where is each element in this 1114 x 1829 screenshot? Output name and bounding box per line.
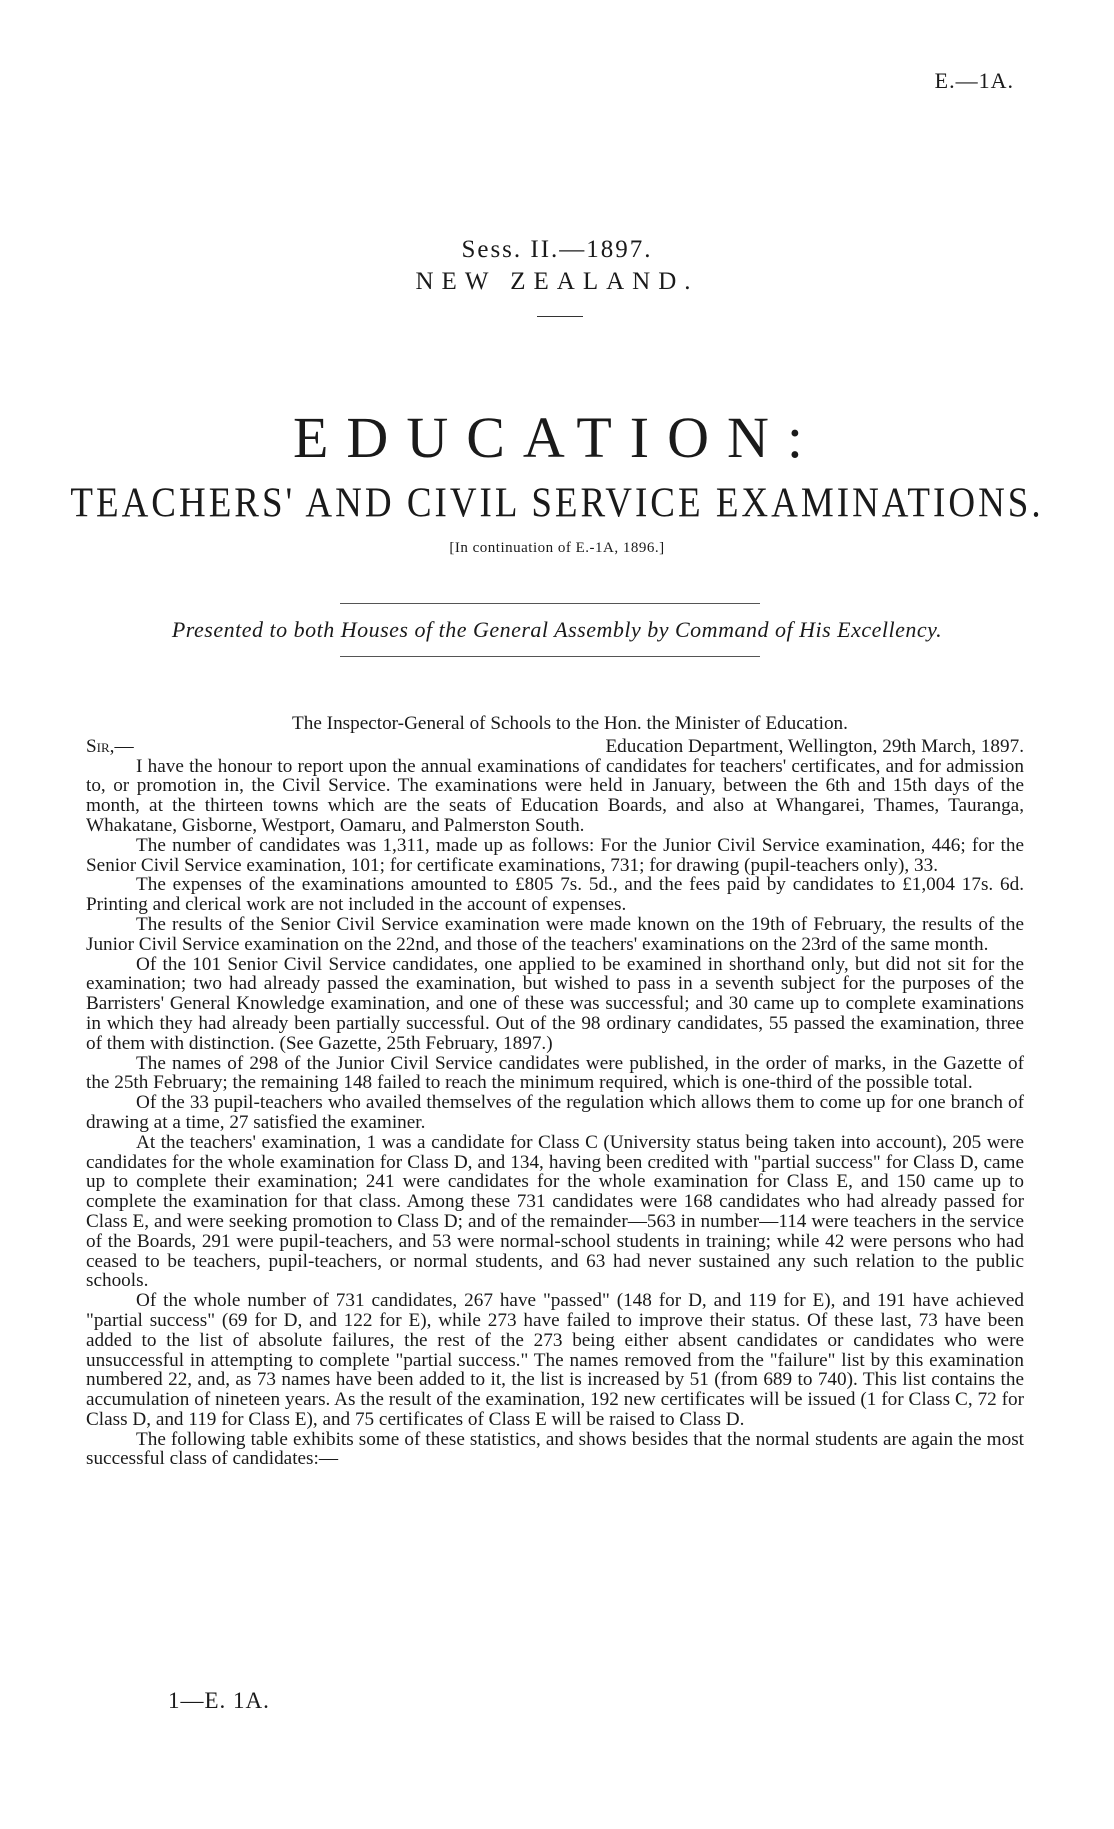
short-divider — [537, 316, 583, 317]
session-heading: Sess. II.—1897. — [461, 236, 653, 263]
letter-body — [86, 714, 1024, 1469]
document-reference: E.—1A. — [934, 68, 1014, 93]
country-heading: NEW ZEALAND. — [415, 268, 699, 295]
paragraph-table-intro: The following table exhibits some of these statistics, and shows besides that the normal students are again the most successful class of candidates:— — [86, 1428, 1024, 1470]
paragraph-candidate-numbers: The number of candidates was 1,311, made up as follows: For the Junior Civil Service examination, 446; for the Senior Civil Service examination, 101; for certificate examinations, 731; for drawing (pupil-teachers only), 33. — [86, 834, 1024, 876]
paragraph-intro: I have the honour to report upon the annual examinations of candidates for teachers' certificates, and for admission to, or promotion in, the Civil Service. The examinations were held in January, between the 6th and 15th days of the month, at the thirteen towns which are the seats of Education Boards, and also at Whangarei, Thames, Tauranga, Whakatane, Gisborne, Westport, Oamaru, and Palmerston South. — [86, 755, 1024, 836]
paragraph-expenses: The expenses of the examinations amounted to £805 7s. 5d., and the fees paid by candidates to £1,004 17s. 6d. Printing and clerical work are not included in the account of expenses. — [86, 874, 1024, 916]
paragraph-results-dates: The results of the Senior Civil Service examination were made known on the 19th of February, the results of the Junior Civil Service examination on the 22nd, and those of the teachers' examinations on the 23rd of the same month. — [86, 913, 1024, 955]
presented-line: Presented to both Houses of the General Assembly by Command of His Excellency. — [171, 617, 943, 642]
subtitle: TEACHERS' AND CIVIL SERVICE EXAMINATIONS. — [70, 479, 1044, 528]
address-line — [86, 737, 1024, 757]
upper-rule — [340, 603, 760, 604]
continuation-note: [In continuation of E.-1A, 1896.] — [449, 540, 665, 556]
sender-address: Education Department, Wellington, 29th March, 1897. — [605, 735, 1024, 757]
paragraph-senior-civil-service: Of the 101 Senior Civil Service candidates, one applied to be examined in shorthand only, but did not sit for the examination; two had already passed the examination, but wished to pass in a seventh subject for the purposes of the Barristers' General Knowledge examination, and one of these was successful; and 30 came up to complete examinations in which they had already been partially successful. Out of the 98 ordinary candidates, 55 passed the examination, three of them with distinction. (See Gazette, 25th February, 1897.) — [86, 953, 1024, 1054]
lower-rule — [340, 656, 760, 657]
paragraph-teachers-exam: At the teachers' examination, 1 was a candidate for Class C (University status being taken into account), 205 were candidates for the whole examination for Class D, and 134, having been credited with "partial success" for Class D, came up to complete their examination; 241 were candidates for the whole examination for Class E, and 150 came up to complete the examination for that class. Among these 731 candidates were 168 candidates who had already passed for Class E, and were seeking promotion to Class D; and of the remainder—563 in number—114 were teachers in the service of the Boards, 291 were pupil-teachers, and 53 were normal-school students in training; while 42 were persons who had ceased to be teachers, pupil-teachers, or normal students, and 63 had never sustained any such relation to the public schools. — [86, 1131, 1024, 1292]
page-signature-mark: 1—E. 1A. — [168, 1688, 270, 1713]
main-title: EDUCATION: — [293, 405, 821, 470]
paragraph-junior-civil-service: The names of 298 of the Junior Civil Service candidates were published, in the order of marks, in the Gazette of the 25th February; the remaining 148 failed to reach the minimum required, which is one-third of the possible total. — [86, 1052, 1024, 1094]
paragraph-drawing: Of the 33 pupil-teachers who availed themselves of the regulation which allows them to come up for one branch of drawing at a time, 27 satisfied the examiner. — [86, 1092, 1024, 1133]
letter-salutation: The Inspector-General of Schools to the Hon. the Minister of Education. — [292, 713, 848, 734]
paragraph-outcomes: Of the whole number of 731 candidates, 267 have "passed" (148 for D, and 119 for E), and 191 have achieved "partial success" (69 for D, and 122 for E), while 273 have failed to improve their status. Of these last, 73 have been added to the list of absolute failures, the rest of the 273 being either absent candidates or candidates who were unsuccessful in attempting to complete "partial success." The names removed from the "failure" list by this examination numbered 22, and, as 73 names have been added to it, the list is increased by 51 (from 689 to 740). This list contains the accumulation of nineteen years. As the result of the examination, 192 new certificates will be issued (1 for Class C, 72 for Class D, and 119 for Class E), and 75 certificates of Class E will be raised to Class D. — [86, 1290, 1024, 1430]
sir-greeting: Sir,— — [86, 735, 134, 757]
